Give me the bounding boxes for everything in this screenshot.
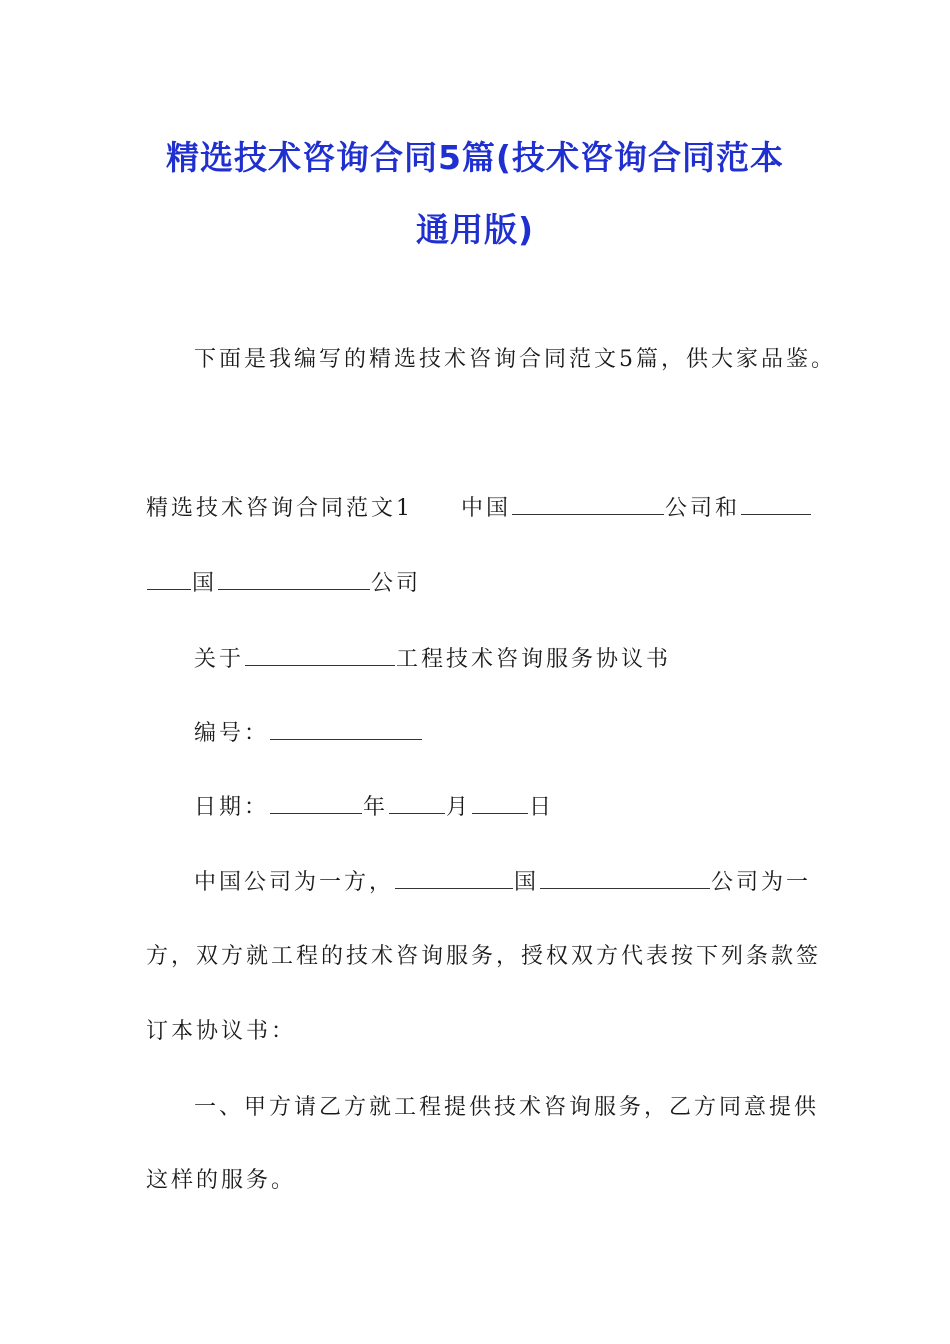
contract-heading-company-and: 公司和: [665, 496, 741, 521]
party-country: 国: [514, 870, 540, 895]
party-suffix: 公司为一: [711, 870, 812, 895]
blank-field: [270, 721, 422, 740]
clause-1-line-1: 一、甲方请乙方就工程提供技术咨询服务，乙方同意提供: [194, 1095, 820, 1120]
contract-heading-line: [146, 494, 812, 524]
party-prefix: 中国公司为一方，: [194, 870, 395, 895]
number-label: 编号：: [194, 721, 270, 746]
date-month: 月: [446, 795, 472, 820]
blank-field: [270, 795, 362, 814]
document-title-line-1: 精选技术咨询合同5篇(技术咨询合同范本: [165, 138, 785, 177]
contract-heading-china: 中国: [461, 496, 512, 521]
about-suffix: 工程技术咨询服务协议书: [396, 647, 672, 672]
contract-number-line: [194, 719, 423, 749]
clause-1-line-2: 这样的服务。: [146, 1168, 297, 1193]
blank-field: [395, 870, 513, 889]
contract-country-label: 国: [192, 571, 218, 596]
contract-about-line: [194, 645, 671, 675]
document-title-line-2: 通用版): [415, 210, 535, 249]
date-year: 年: [363, 795, 389, 820]
contract-company-label: 公司: [371, 571, 422, 596]
blank-field: [741, 496, 811, 515]
contract-party-line-1: [194, 868, 811, 898]
about-prefix: 关于: [194, 647, 245, 672]
contract-party-line-3: 订本协议书：: [146, 1019, 297, 1044]
intro-paragraph: 下面是我编写的精选技术咨询合同范文5篇，供大家品鉴。: [194, 347, 836, 372]
blank-field: [540, 870, 710, 889]
contract-date-line: [194, 793, 554, 823]
blank-field: [147, 571, 191, 590]
blank-field: [512, 496, 664, 515]
blank-field: [389, 795, 445, 814]
contract-heading-prefix: 精选技术咨询合同范文1: [146, 496, 413, 521]
blank-field: [472, 795, 528, 814]
contract-party-line-2: 方，双方就工程的技术咨询服务，授权双方代表按下列条款签: [146, 944, 822, 969]
date-day: 日: [529, 795, 555, 820]
contract-parties-line: [146, 569, 421, 599]
blank-field: [245, 647, 395, 666]
date-label: 日期：: [194, 795, 270, 820]
blank-field: [218, 571, 370, 590]
